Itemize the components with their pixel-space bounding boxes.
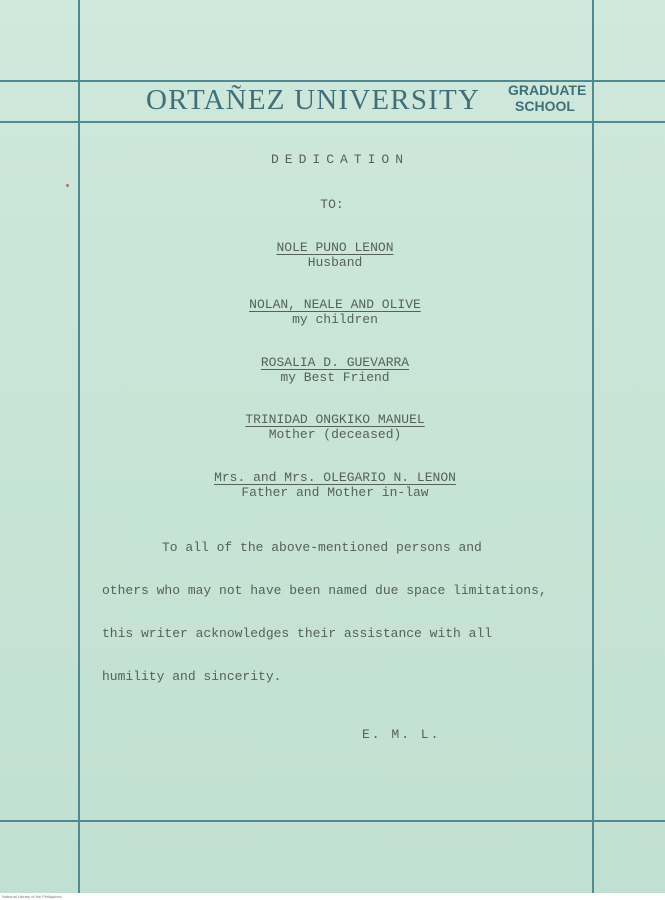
- signature-initials: E. M. L.: [362, 727, 441, 742]
- dedicatee-name-5: Mrs. and Mrs. OLEGARIO N. LENON: [214, 470, 456, 485]
- dedicatee-relation-4: Mother (deceased): [268, 427, 402, 442]
- dedicatee-name-3: ROSALIA D. GUEVARRA: [260, 355, 410, 370]
- paragraph-line-3: this writer acknowledges their assistance with all: [102, 626, 493, 641]
- paragraph-line-1: To all of the above-mentioned persons and: [162, 540, 482, 555]
- paragraph-line-2: others who may not have been named due space limitations,: [102, 583, 547, 598]
- header-bottom-rule: [0, 121, 665, 123]
- graduate-school-label: [508, 82, 587, 114]
- school-line-2: SCHOOL: [515, 98, 575, 114]
- dedication-heading: DEDICATION: [270, 152, 409, 167]
- dedicatee-relation-5: Father and Mother in-law: [241, 485, 429, 500]
- right-margin-rule: [592, 0, 594, 893]
- dedicatee-relation-1: Husband: [307, 255, 363, 270]
- dedicatee-relation-2: my children: [292, 312, 378, 327]
- university-name: ORTAÑEZ UNIVERSITY: [146, 84, 481, 116]
- dedicatee-relation-3: my Best Friend: [280, 370, 390, 385]
- bottom-margin-rule: [0, 820, 665, 822]
- to-label: TO:: [320, 197, 344, 212]
- left-margin-rule: [78, 0, 80, 893]
- paper-speck: [66, 184, 69, 187]
- dedicatee-name-1: NOLE PUNO LENON: [276, 240, 394, 255]
- dedicatee-name-2: NOLAN, NEALE AND OLIVE: [249, 297, 421, 312]
- school-line-1: GRADUATE: [508, 82, 587, 98]
- scan-footer-caption: National Library of the Philippines: [0, 893, 665, 900]
- dedicatee-name-4: TRINIDAD ONGKIKO MANUEL: [245, 412, 425, 427]
- paragraph-line-4: humility and sincerity.: [102, 669, 282, 684]
